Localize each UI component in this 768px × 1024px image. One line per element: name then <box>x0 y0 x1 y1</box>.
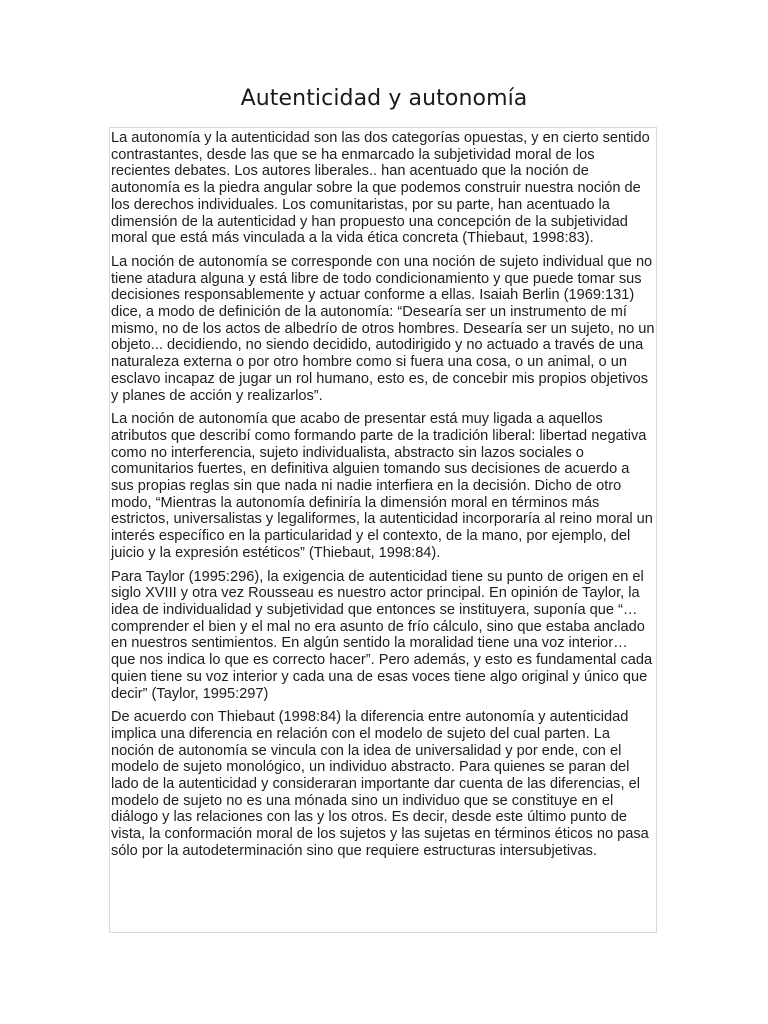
paragraph-5: De acuerdo con Thiebaut (1998:84) la diferencia entre autonomía y autenticidad implica una diferencia en relación con el modelo de sujeto del cual parten. La noción de autonomía se vincula con la idea de universalidad y por ende, con el modelo de sujeto monológico, un individuo abstracto. Para quienes se paran del lado de la autenticidad y consideraran importante dar cuenta de las diferencias, el modelo de sujeto no es una mónada sino un individuo que se constituye en el diálogo y las relaciones con las y los otros. Es decir, desde este último punto de vista, la conformación moral de los sujetos y las sujetas en términos éticos no pasa sólo por la autodeterminación sino que requiere estructuras intersubjetivas. <box>111 709 649 859</box>
paragraph-2: La noción de autonomía se corresponde con una noción de sujeto individual que no tiene atadura alguna y está libre de todo condicionamiento y que puede tomar sus decisiones responsablemente y actuar conforme a ellas. Isaiah Berlin (1969:131) dice, a modo de definición de la autonomía: “Desearía ser un instrumento de mí mismo, no de los actos de albedrío de otros hombres. Desearía ser un sujeto, no un objeto... decidiendo, no siendo decidido, autodirigido y no actuado a través de una naturaleza externa o por otro hombre como si fuera una cosa, o un animal, o un esclavo incapaz de jugar un rol humano, esto es, de concebir mis propios objetivos y planes de acción y realizarlos”. <box>111 253 655 404</box>
document-title: Autenticidad y autonomía <box>240 86 528 111</box>
paragraph-1: La autonomía y la autenticidad son las dos categorías opuestas, y en cierto sentido contrastantes, desde las que se ha enmarcado la subjetividad moral de los recientes debates. Los autores liberales.. han acentuado que la noción de autonomía es la piedra angular sobre la que podemos construir nuestra noción de los derechos individuales. Los comunitaristas, por su parte, han acentuado la dimensión de la autenticidad y han propuesto una concepción de la subjetividad moral que está más vinculada a la vida ética concreta (Thiebaut, 1998:83). <box>111 130 650 247</box>
paragraph-4: Para Taylor (1995:296), la exigencia de autenticidad tiene su punto de origen en el siglo XVIII y otra vez Rousseau es nuestro actor principal. En opinión de Taylor, la idea de individualidad y subjetividad que entonces se instituyera, suponía que “… comprender el bien y el mal no era asunto de frío cálculo, sino que estaba anclado en nuestros sentimientos. En algún sentido la moralidad tiene una voz interior… que nos indica lo que es correcto hacer”. Pero además, y esto es fundamental cada quien tiene su voz interior y cada una de esas voces tiene algo original y único que decir” (Taylor, 1995:297) <box>111 568 653 702</box>
paragraph-3: La noción de autonomía que acabo de presentar está muy ligada a aquellos atributos que describí como formando parte de la tradición liberal: libertad negativa como no interferencia, sujeto individualista, abstracto sin lazos sociales o comunitarios fuertes, en definitiva alguien tomando sus decisiones de acuerdo a sus propias reglas sin que nada ni nadie interfiera en la decisión. Dicho de otro modo, “Mientras la autonomía definiría la dimensión moral en términos más estrictos, universalistas y legaliformes, la autenticidad incorporaría al reino moral un interés específico en la particularidad y el contexto, de la mano, por ejemplo, del juicio y la expresión estéticos” (Thiebaut, 1998:84). <box>111 411 653 561</box>
text-frame <box>109 127 657 933</box>
